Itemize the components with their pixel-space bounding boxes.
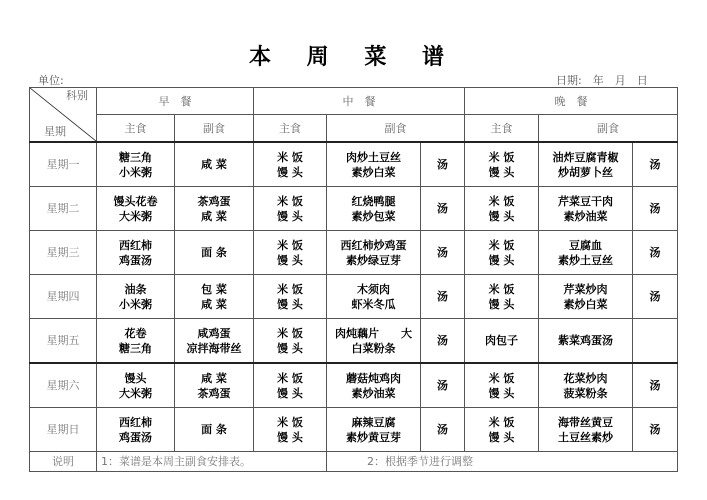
- dinner-soup-cell: 汤: [633, 187, 678, 231]
- dinner-staple-cell: 米 饭 馒 头: [465, 408, 539, 452]
- table-row: [30, 319, 678, 364]
- dinner-side-header: 副食: [539, 115, 678, 143]
- breakfast-side-cell: 咸 菜: [175, 142, 254, 187]
- lunch-side-cell: 肉炖藕片 大 白菜粉条: [327, 319, 421, 364]
- note-1: 1：菜谱是本周主副食安排表。: [97, 452, 327, 472]
- weekday-cell: 星期五: [30, 319, 97, 364]
- breakfast-side-cell: 面 条: [175, 408, 254, 452]
- lunch-side-header: 副食: [327, 115, 465, 143]
- breakfast-staple-cell: 馒头 大米粥: [97, 363, 175, 408]
- dinner-staple-cell: 米 饭 馒 头: [465, 231, 539, 275]
- table-row: [30, 142, 678, 187]
- breakfast-staple-cell: 花卷 糖三角: [97, 319, 175, 364]
- weekday-cell: 星期一: [30, 142, 97, 187]
- dinner-side-cell: 花菜炒肉 菠菜粉条: [539, 363, 633, 408]
- weekday-label: 星期: [44, 125, 66, 138]
- dinner-staple-cell: 米 饭 馒 头: [465, 142, 539, 187]
- breakfast-staple-cell: 西红柿 鸡蛋汤: [97, 231, 175, 275]
- weekday-cell: 星期四: [30, 275, 97, 319]
- dinner-staple-cell: 肉包子: [465, 319, 539, 364]
- table-row: [30, 231, 678, 275]
- lunch-side-cell: 蘑菇炖鸡肉 素炒油菜: [327, 363, 421, 408]
- dinner-side-cell: 紫菜鸡蛋汤: [539, 319, 633, 364]
- weekday-cell: 星期二: [30, 187, 97, 231]
- lunch-side-cell: 麻辣豆腐 素炒黄豆芽: [327, 408, 421, 452]
- lunch-staple-cell: 米 饭 馒 头: [254, 231, 327, 275]
- dinner-soup-cell: 汤: [633, 275, 678, 319]
- corner-header: [30, 88, 97, 143]
- lunch-staple-cell: 米 饭 馒 头: [254, 187, 327, 231]
- breakfast-staple-cell: 糖三角 小米粥: [97, 142, 175, 187]
- category-label: 科别: [66, 89, 88, 102]
- weekday-cell: 星期六: [30, 363, 97, 408]
- table-row: [30, 363, 678, 408]
- menu-table: [29, 87, 678, 472]
- lunch-staple-cell: 米 饭 馒 头: [254, 319, 327, 364]
- breakfast-side-cell: 咸 菜 茶鸡蛋: [175, 363, 254, 408]
- dinner-staple-cell: 米 饭 馒 头: [465, 187, 539, 231]
- lunch-staple-cell: 米 饭 馒 头: [254, 363, 327, 408]
- lunch-soup-cell: 汤: [421, 408, 465, 452]
- breakfast-side-cell: 面 条: [175, 231, 254, 275]
- breakfast-staple-cell: 西红柿 鸡蛋汤: [97, 408, 175, 452]
- dinner-header: 晚 餐: [465, 88, 678, 115]
- dinner-soup-cell: 汤: [633, 408, 678, 452]
- breakfast-staple-header: 主食: [97, 115, 175, 143]
- lunch-side-cell: 红烧鸭腿 素炒包菜: [327, 187, 421, 231]
- dinner-staple-cell: 米 饭 馒 头: [465, 275, 539, 319]
- lunch-soup-cell: 汤: [421, 319, 465, 364]
- dinner-side-cell: 豆腐血 素炒土豆丝: [539, 231, 633, 275]
- lunch-soup-cell: 汤: [421, 363, 465, 408]
- lunch-staple-cell: 米 饭 馒 头: [254, 142, 327, 187]
- lunch-header: 中 餐: [254, 88, 465, 115]
- lunch-soup-cell: 汤: [421, 231, 465, 275]
- notes-label: 说明: [30, 452, 97, 472]
- note-2: 2：根据季节进行调整: [327, 452, 678, 472]
- dinner-soup-cell: 汤: [633, 142, 678, 187]
- lunch-soup-cell: 汤: [421, 142, 465, 187]
- breakfast-header: 早 餐: [97, 88, 254, 115]
- breakfast-side-cell: 茶鸡蛋 咸 菜: [175, 187, 254, 231]
- dinner-soup-cell: 汤: [633, 363, 678, 408]
- breakfast-staple-cell: 馒头花卷 大米粥: [97, 187, 175, 231]
- breakfast-side-cell: 咸鸡蛋 凉拌海带丝: [175, 319, 254, 364]
- breakfast-staple-cell: 油条 小米粥: [97, 275, 175, 319]
- lunch-staple-cell: 米 饭 馒 头: [254, 275, 327, 319]
- unit-label: 单位:: [38, 74, 64, 87]
- weekday-cell: 星期三: [30, 231, 97, 275]
- breakfast-side-header: 副食: [175, 115, 254, 143]
- lunch-soup-cell: 汤: [421, 187, 465, 231]
- table-row: [30, 187, 678, 231]
- lunch-staple-cell: 米 饭 馒 头: [254, 408, 327, 452]
- dinner-soup-cell: [633, 319, 678, 364]
- dinner-staple-cell: 米 饭 馒 头: [465, 363, 539, 408]
- breakfast-side-cell: 包 菜 咸 菜: [175, 275, 254, 319]
- lunch-side-cell: 肉炒土豆丝 素炒白菜: [327, 142, 421, 187]
- dinner-soup-cell: 汤: [633, 231, 678, 275]
- dinner-side-cell: 芹菜炒肉 素炒白菜: [539, 275, 633, 319]
- table-row: [30, 275, 678, 319]
- table-row: [30, 408, 678, 452]
- lunch-side-cell: 西红柿炒鸡蛋 素炒绿豆芽: [327, 231, 421, 275]
- dinner-side-cell: 芹菜豆干肉 素炒油菜: [539, 187, 633, 231]
- lunch-staple-header: 主食: [254, 115, 327, 143]
- lunch-side-cell: 木须肉 虾米冬瓜: [327, 275, 421, 319]
- date-label: 日期: 年 月 日: [556, 74, 648, 87]
- dinner-staple-header: 主食: [465, 115, 539, 143]
- lunch-soup-cell: 汤: [421, 275, 465, 319]
- dinner-side-cell: 油炸豆腐青椒 炒胡萝卜丝: [539, 142, 633, 187]
- dinner-side-cell: 海带丝黄豆 土豆丝素炒: [539, 408, 633, 452]
- page-title: 本 周 菜 谱: [249, 45, 458, 70]
- weekday-cell: 星期日: [30, 408, 97, 452]
